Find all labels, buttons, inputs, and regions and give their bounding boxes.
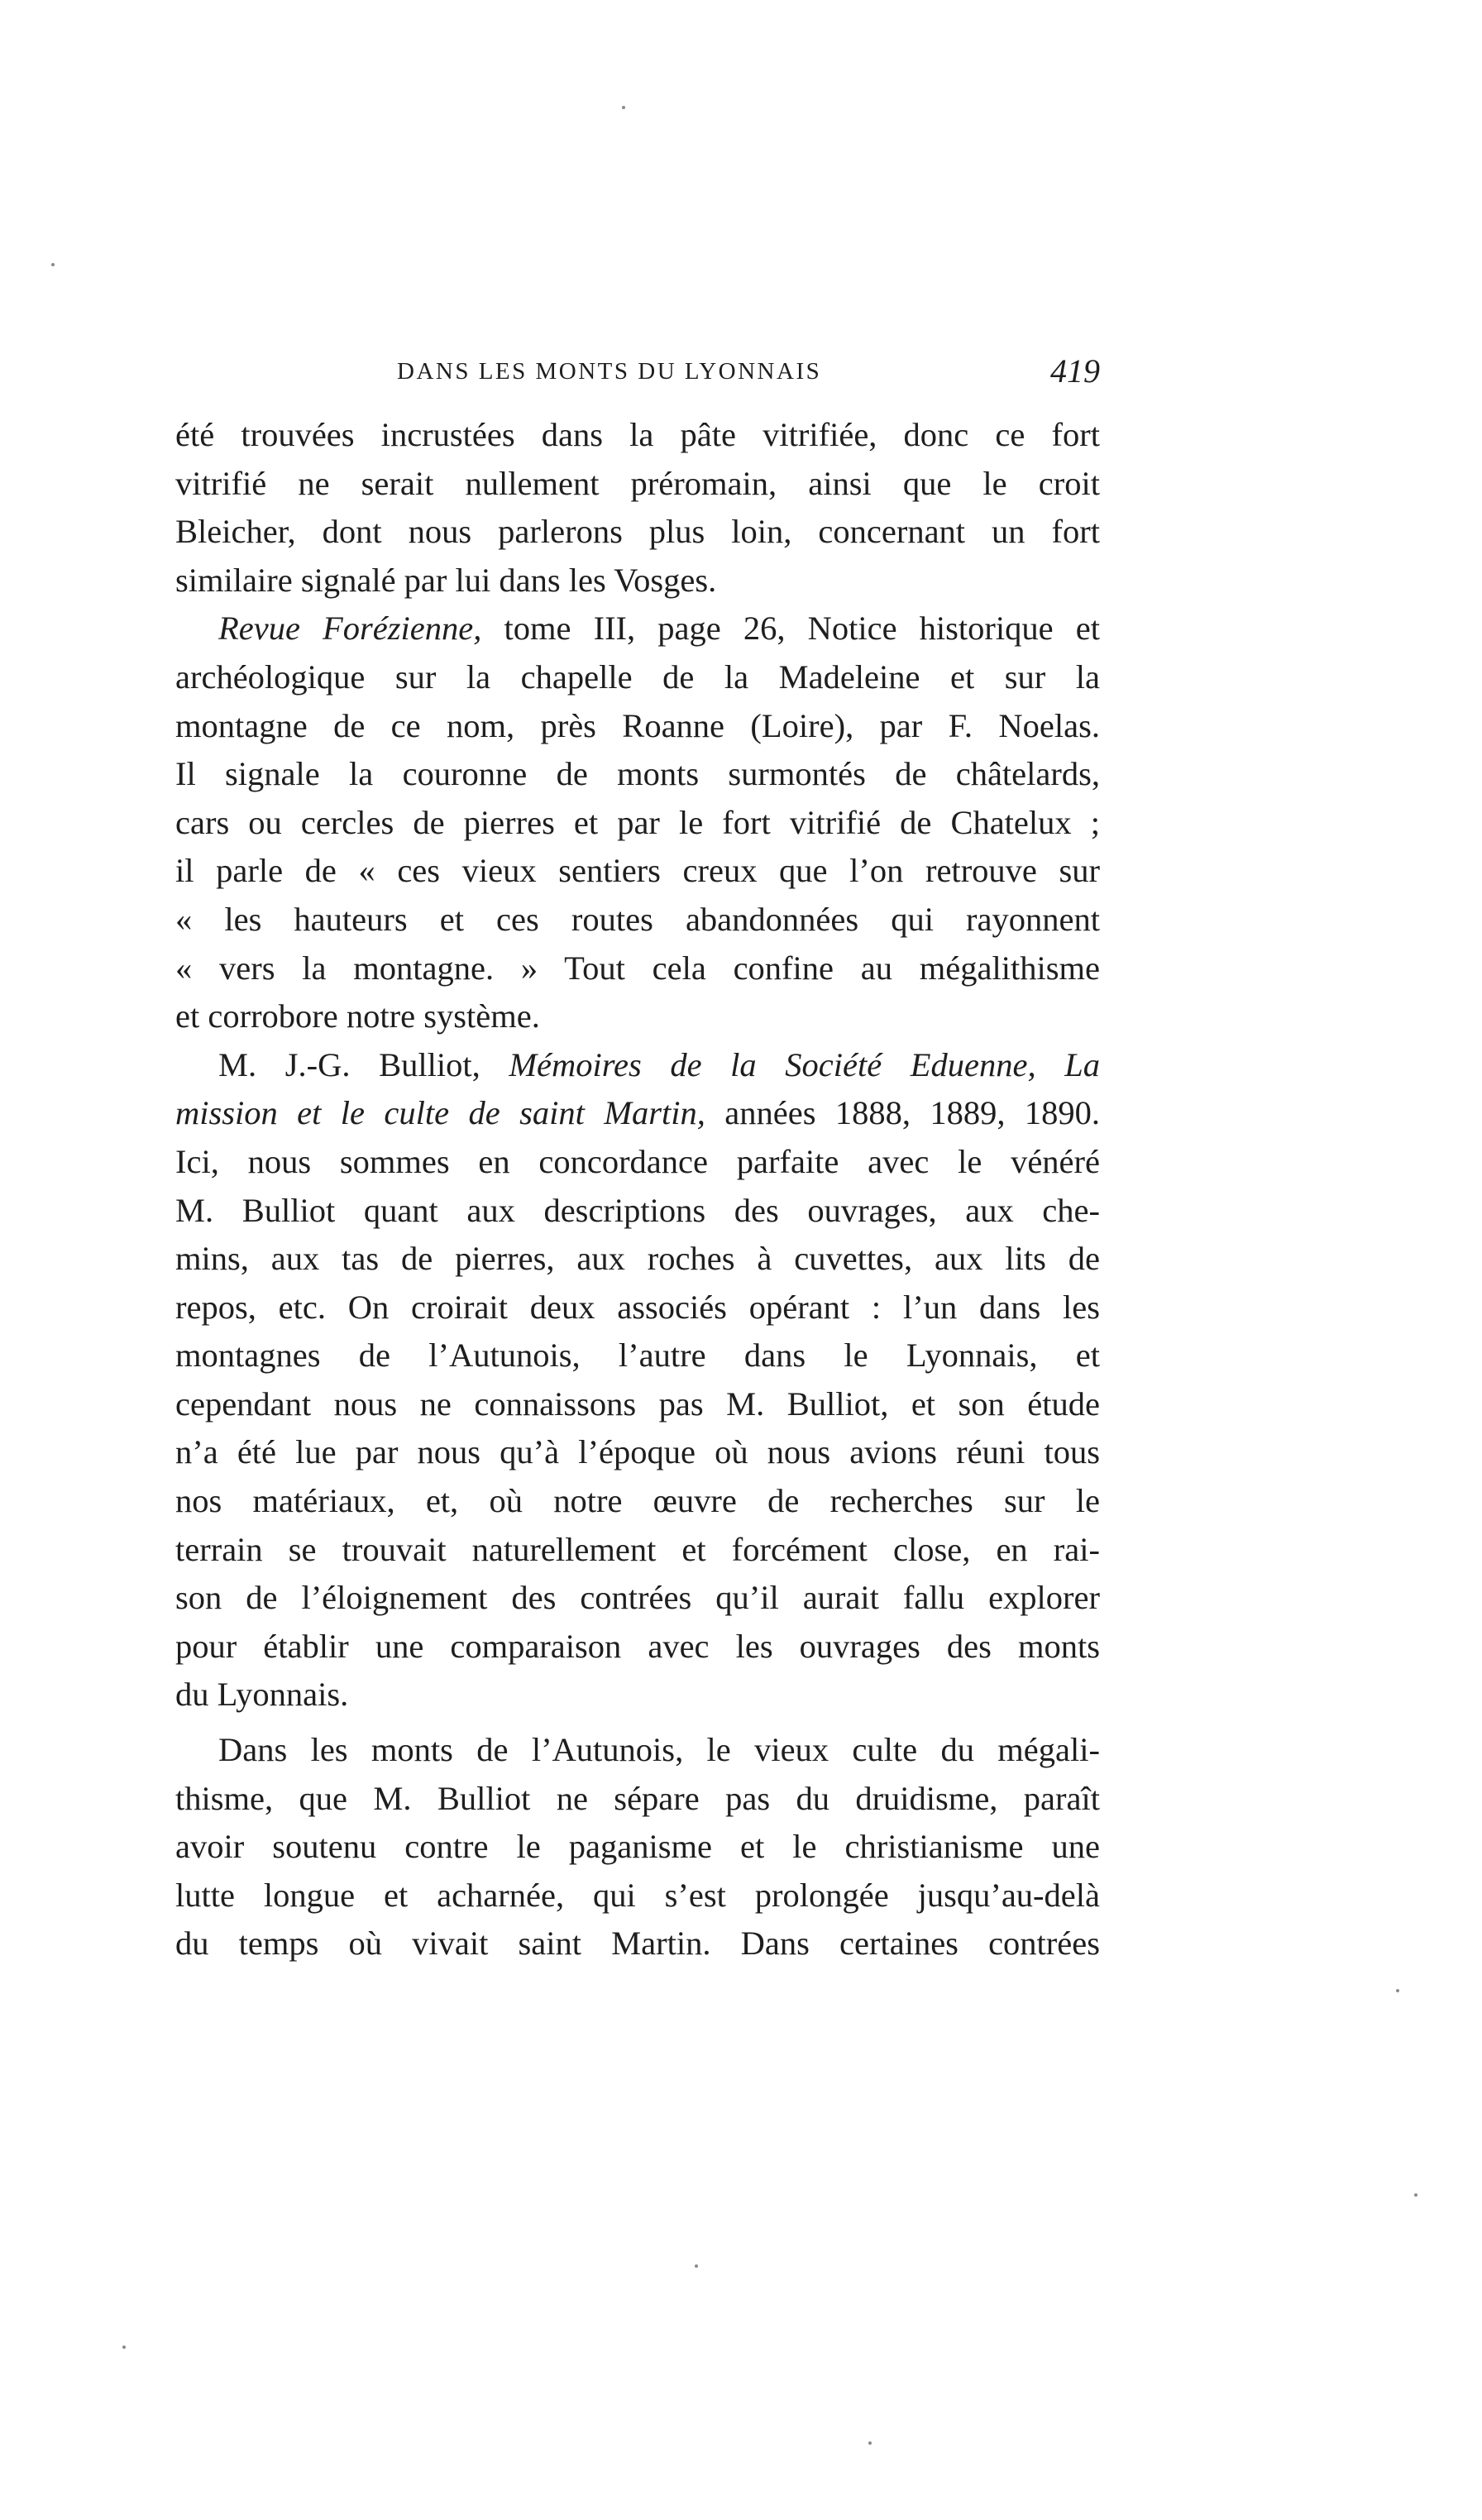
paragraph-3 [175, 1041, 1100, 1719]
paragraph-1 [175, 411, 1100, 605]
running-head [174, 351, 1100, 401]
text-line: repos, etc. On croirait deux associés opérant : l’un dans les [175, 1288, 1100, 1326]
text-line: avoir soutenu contre le paganisme et le christianisme une [175, 1828, 1100, 1866]
paper-speck [122, 2345, 126, 2349]
paper-speck [1414, 2193, 1417, 2197]
text-line: du Lyonnais. [175, 1676, 349, 1714]
text-line: mission et le culte de saint Martin, années 1888, 1889, 1890. [175, 1094, 1100, 1132]
paper-speck [622, 106, 625, 109]
text-line: similaire signalé par lui dans les Vosges. [175, 561, 717, 599]
paragraph-4 [175, 1726, 1100, 1968]
text-line: nos matériaux, et, où notre œuvre de recherches sur le [175, 1482, 1100, 1520]
text-line: Il signale la couronne de monts surmontés de châtelards, [175, 755, 1100, 793]
text-line: il parle de « ces vieux sentiers creux que l’on retrouve sur [175, 852, 1100, 890]
text-line: montagne de ce nom, près Roanne (Loire), par F. Noelas. [175, 706, 1100, 744]
text-line: M. Bulliot quant aux descriptions des ouvrages, aux che- [175, 1191, 1100, 1229]
text-line: cependant nous ne connaissons pas M. Bulliot, et son étude [175, 1384, 1100, 1423]
paragraph-2 [175, 605, 1100, 1040]
page-number: 419 [1050, 352, 1100, 390]
text-line: Revue Forézienne, tome III, page 26, Notice historique et [218, 610, 1100, 648]
text-line: Bleicher, dont nous parlerons plus loin, concernant un fort [175, 513, 1100, 551]
text-line: vitrifié ne serait nullement préromain, ainsi que le croit [175, 464, 1100, 502]
paper-speck [51, 263, 55, 266]
text-line: Ici, nous sommes en concordance parfaite avec le vénéré [175, 1142, 1100, 1180]
text-line: lutte longue et acharnée, qui s’est prolongée jusqu’au-delà [175, 1876, 1100, 1914]
text-line: cars ou cercles de pierres et par le fort vitrifié de Chatelux ; [175, 803, 1100, 841]
text-line: archéologique sur la chapelle de la Madeleine et sur la [175, 657, 1100, 696]
paper-speck [868, 2441, 872, 2445]
running-title: DANS LES MONTS DU LYONNAIS [397, 358, 822, 385]
text-line: et corrobore notre système. [175, 997, 540, 1035]
text-line: Dans les monts de l’Autunois, le vieux culte du mégali- [218, 1731, 1100, 1769]
text-line: thisme, que M. Bulliot ne sépare pas du druidisme, paraît [175, 1779, 1100, 1817]
text-line: pour établir une comparaison avec les ouvrages des monts [175, 1627, 1100, 1665]
text-line: mins, aux tas de pierres, aux roches à cuvettes, aux lits de [175, 1240, 1100, 1278]
text-line: « les hauteurs et ces routes abandonnées qui rayonnent [175, 900, 1100, 938]
body-text [175, 411, 1100, 1968]
paper-speck [695, 2264, 698, 2268]
text-line: montagnes de l’Autunois, l’autre dans le Lyonnais, et [175, 1337, 1100, 1375]
text-line: été trouvées incrustées dans la pâte vitrifiée, donc ce fort [175, 416, 1100, 453]
paper-speck [1396, 1989, 1399, 1992]
text-line: son de l’éloignement des contrées qu’il aurait fallu explorer [175, 1579, 1100, 1617]
text-line: n’a été lue par nous qu’à l’époque où nous avions réuni tous [175, 1433, 1100, 1471]
text-line: « vers la montagne. » Tout cela confine au mégalithisme [175, 949, 1100, 987]
text-line: M. J.-G. Bulliot, Mémoires de la Société Eduenne, La [218, 1045, 1100, 1083]
text-line: du temps où vivait saint Martin. Dans certaines contrées [175, 1925, 1100, 1963]
text-line: terrain se trouvait naturellement et forcément close, en rai- [175, 1530, 1100, 1568]
